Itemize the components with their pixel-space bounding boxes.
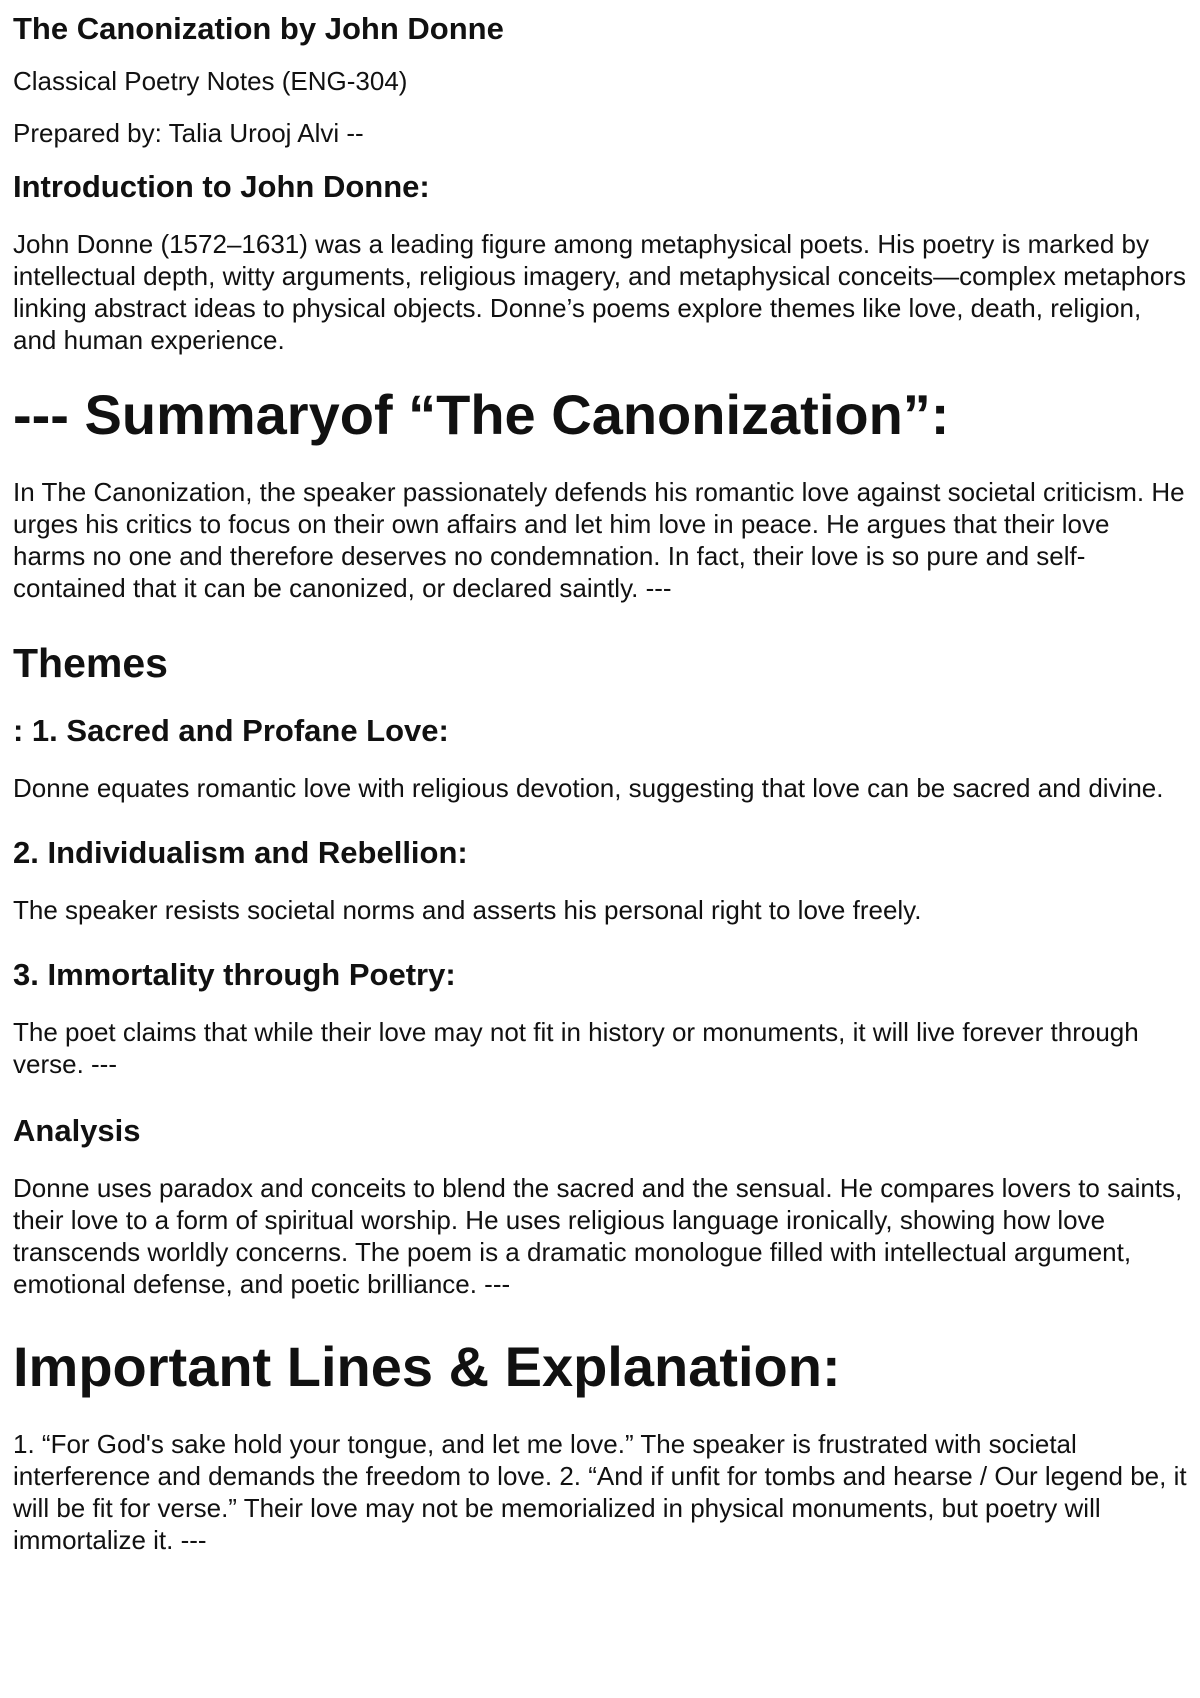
theme-heading: : 1. Sacred and Profane Love:: [13, 713, 449, 748]
intro-heading: Introduction to John Donne:: [13, 169, 430, 204]
analysis-paragraph: Donne uses paradox and conceits to blend the sacred and the sensual. He compares lovers to saints, their love to a form of spiritual worship. He uses religious language ironically, showing how love transcends worldly concerns. The poem is a dramatic monologue filled with intellectual argument, emotional defense, and poetic brilliance. ---: [13, 1173, 1183, 1299]
author-line: Prepared by: Talia Urooj Alvi --: [13, 118, 364, 148]
document-title: The Canonization by John Donne: [13, 11, 504, 46]
important-lines-heading: Important Lines & Explanation:: [13, 1335, 841, 1398]
theme-paragraph: The poet claims that while their love may not fit in history or monuments, it will live forever through verse. ---: [13, 1017, 1139, 1079]
summary-paragraph: In The Canonization, the speaker passionately defends his romantic love against societal criticism. He urges his critics to focus on their own affairs and let him love in peace. He argues that their love harms no one and therefore deserves no condemnation. In fact, their love is so pure and self-contained that it can be canonized, or declared saintly. ---: [13, 477, 1185, 603]
themes-heading: Themes: [13, 640, 168, 686]
theme-heading: 2. Individualism and Rebellion:: [13, 835, 468, 870]
summary-heading: --- Summaryof “The Canonization”:: [13, 383, 950, 446]
intro-paragraph: John Donne (1572–1631) was a leading figure among metaphysical poets. His poetry is marked by intellectual depth, witty arguments, religious imagery, and metaphysical conceits—complex metaphors linking abstract ideas to physical objects. Donne’s poems explore themes like love, death, religion, and human experience.: [13, 229, 1186, 355]
course-line: Classical Poetry Notes (ENG-304): [13, 66, 408, 96]
analysis-heading: Analysis: [13, 1113, 141, 1148]
theme-paragraph: Donne equates romantic love with religious devotion, suggesting that love can be sacred and divine.: [13, 773, 1164, 803]
important-lines-paragraph: 1. “For God's sake hold your tongue, and let me love.” The speaker is frustrated with societal interference and demands the freedom to love. 2. “And if unfit for tombs and hearse / Our legend be, it will be fit for verse.” Their love may not be memorialized in physical monuments, but poetry will immortalize it. ---: [13, 1429, 1187, 1555]
theme-heading: 3. Immortality through Poetry:: [13, 957, 456, 992]
theme-paragraph: The speaker resists societal norms and asserts his personal right to love freely.: [13, 895, 922, 925]
